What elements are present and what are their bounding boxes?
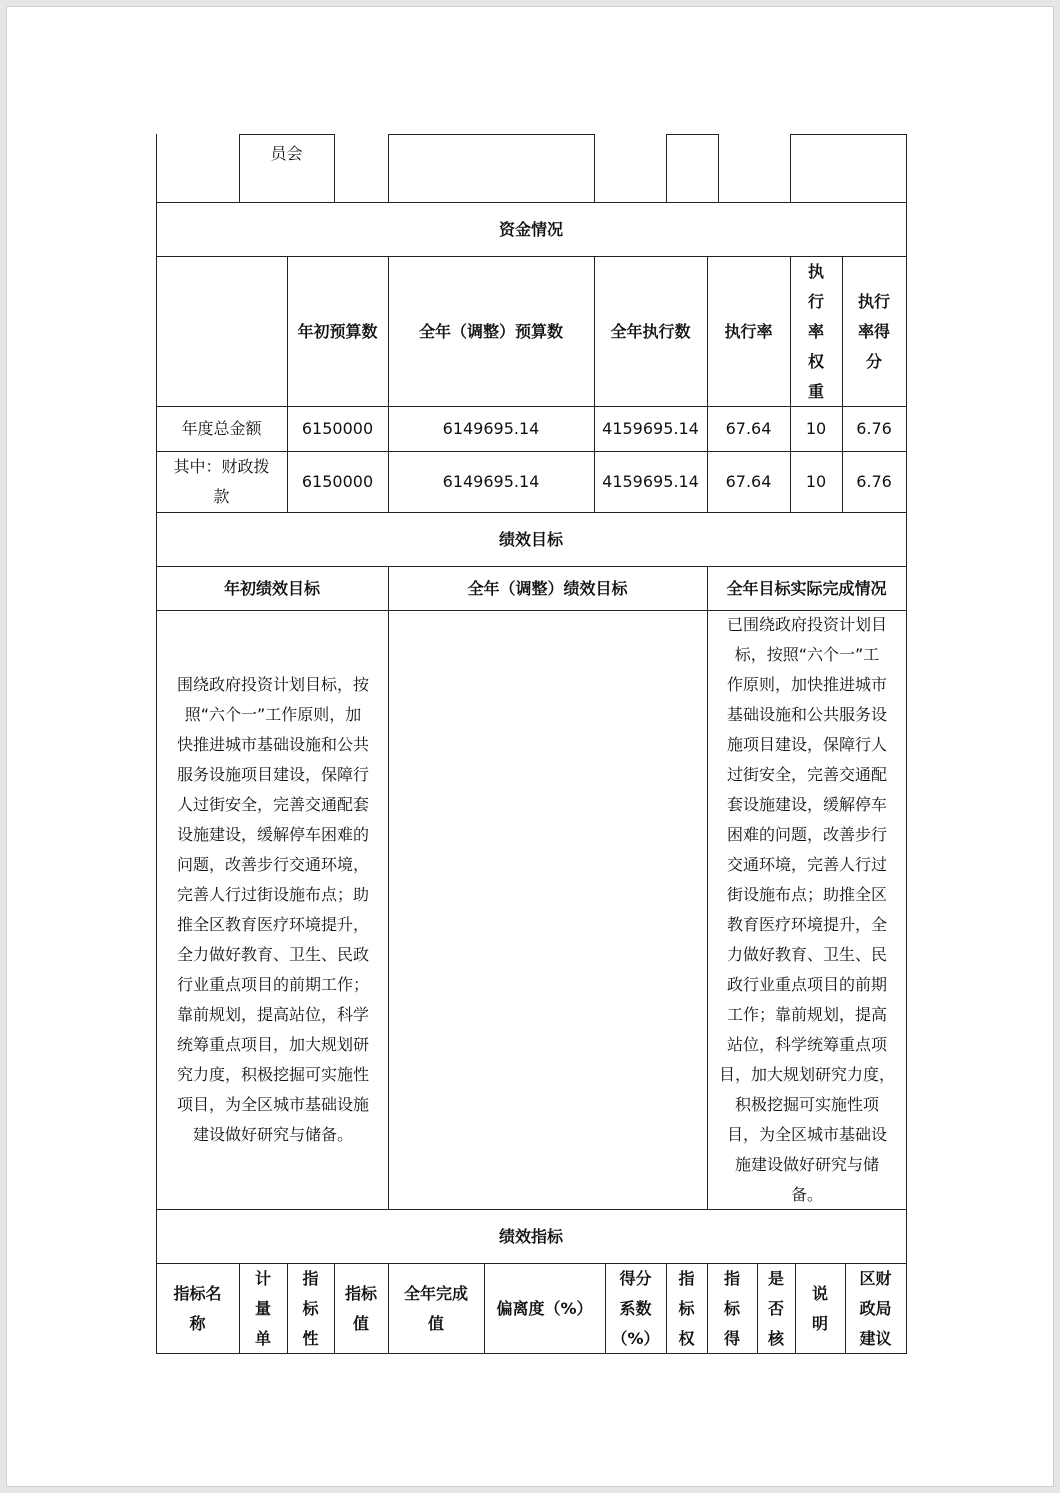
header-rate-weight: 执 行 率 权 重: [807, 261, 824, 401]
weight-value: 10: [805, 472, 827, 491]
executed-value: 4159695.14: [602, 472, 699, 491]
header-initial-goal: 年初绩效目标: [223, 578, 320, 598]
initial-budget-value: 6150000: [301, 472, 374, 491]
header-coefficient: 得分 系数 （%）: [611, 1268, 660, 1348]
funds-section-title: 资金情况: [498, 219, 563, 239]
executed-value: 4159695.14: [602, 419, 699, 438]
goals-section-title: 绩效目标: [498, 529, 563, 549]
header-bureau-advice: 区财 政局 建议: [859, 1268, 892, 1348]
row-label: 其中：财政拨 款: [173, 457, 270, 506]
header-unit: 计 量 单: [254, 1268, 271, 1348]
header-execution-rate: 执行率: [724, 321, 773, 341]
execution-rate-value: 67.64: [725, 419, 772, 438]
header-completed-value: 全年完成 值: [403, 1283, 468, 1333]
actual-completion-text: 已围绕政府投资计划目 标，按照“六个一”工 作原则，加快推进城市 基础设施和公共服务设 施项目建设，保障行人 过街安全，完善交通配 套设施建设，缓解停车 困难的问题，改善步行 交通环境，完善人行过 街设施布点；助推全区 教育医疗环境提升，全 力做好教育、卫生、民 政行业重点项目的前期 工作；靠前规划，提高 站位，科学统筹重点项 目，加大规划研究力度， 积极挖掘可实施性项 目，为全区城市基础设 施建设做好研究与储 备。: [718, 615, 895, 1204]
header-adjusted-goal: 全年（调整）绩效目标: [467, 578, 628, 598]
row-label: 年度总金额: [181, 419, 262, 438]
header-is-core: 是 否 核: [767, 1268, 784, 1348]
score-value: 6.76: [856, 472, 892, 491]
initial-budget-value: 6150000: [301, 419, 374, 438]
header-indicator-score: 指 标 得: [723, 1268, 740, 1348]
indicators-section-title: 绩效指标: [498, 1226, 563, 1246]
initial-goal-text: 围绕政府投资计划目标，按 照“六个一”工作原则，加 快推进城市基础设施和公共 服务设施项目建设，保障行 人过街安全，完善交通配套 设施建设，缓解停车困难的 问题，改善步行交通环境， 完善人行过街设施布点；助 推全区教育医疗环境提升， 全力做好教育、卫生、民政 行业重点项目的前期工作； 靠前规划，提高站位，科学 统筹重点项目，加大规划研 究力度，积极挖掘可实施性 项目，为全区城市基础设施 建设做好研究与储备。: [176, 675, 369, 1144]
unit-name-fragment: 员会: [270, 144, 303, 163]
score-value: 6.76: [856, 419, 892, 438]
header-initial-budget: 年初预算数: [297, 321, 378, 341]
adjusted-budget-value: 6149695.14: [442, 472, 540, 491]
header-indicator-weight: 指 标 权: [678, 1268, 695, 1348]
header-adjusted-budget: 全年（调整）预算数: [418, 321, 563, 341]
document-page: [6, 6, 1054, 1487]
weight-value: 10: [805, 419, 827, 438]
header-deviation: 偏离度（%）: [496, 1298, 593, 1318]
execution-rate-value: 67.64: [725, 472, 772, 491]
header-actual-completion: 全年目标实际完成情况: [726, 578, 887, 598]
header-rate-score: 执行 率得 分: [857, 291, 890, 371]
header-value: 指标 值: [344, 1283, 377, 1333]
header-note: 说 明: [811, 1283, 828, 1333]
adjusted-budget-value: 6149695.14: [442, 419, 540, 438]
header-annual-execution: 全年执行数: [610, 321, 691, 341]
header-indicator-name: 指标名 称: [173, 1283, 222, 1333]
header-nature: 指 标 性: [302, 1268, 319, 1348]
